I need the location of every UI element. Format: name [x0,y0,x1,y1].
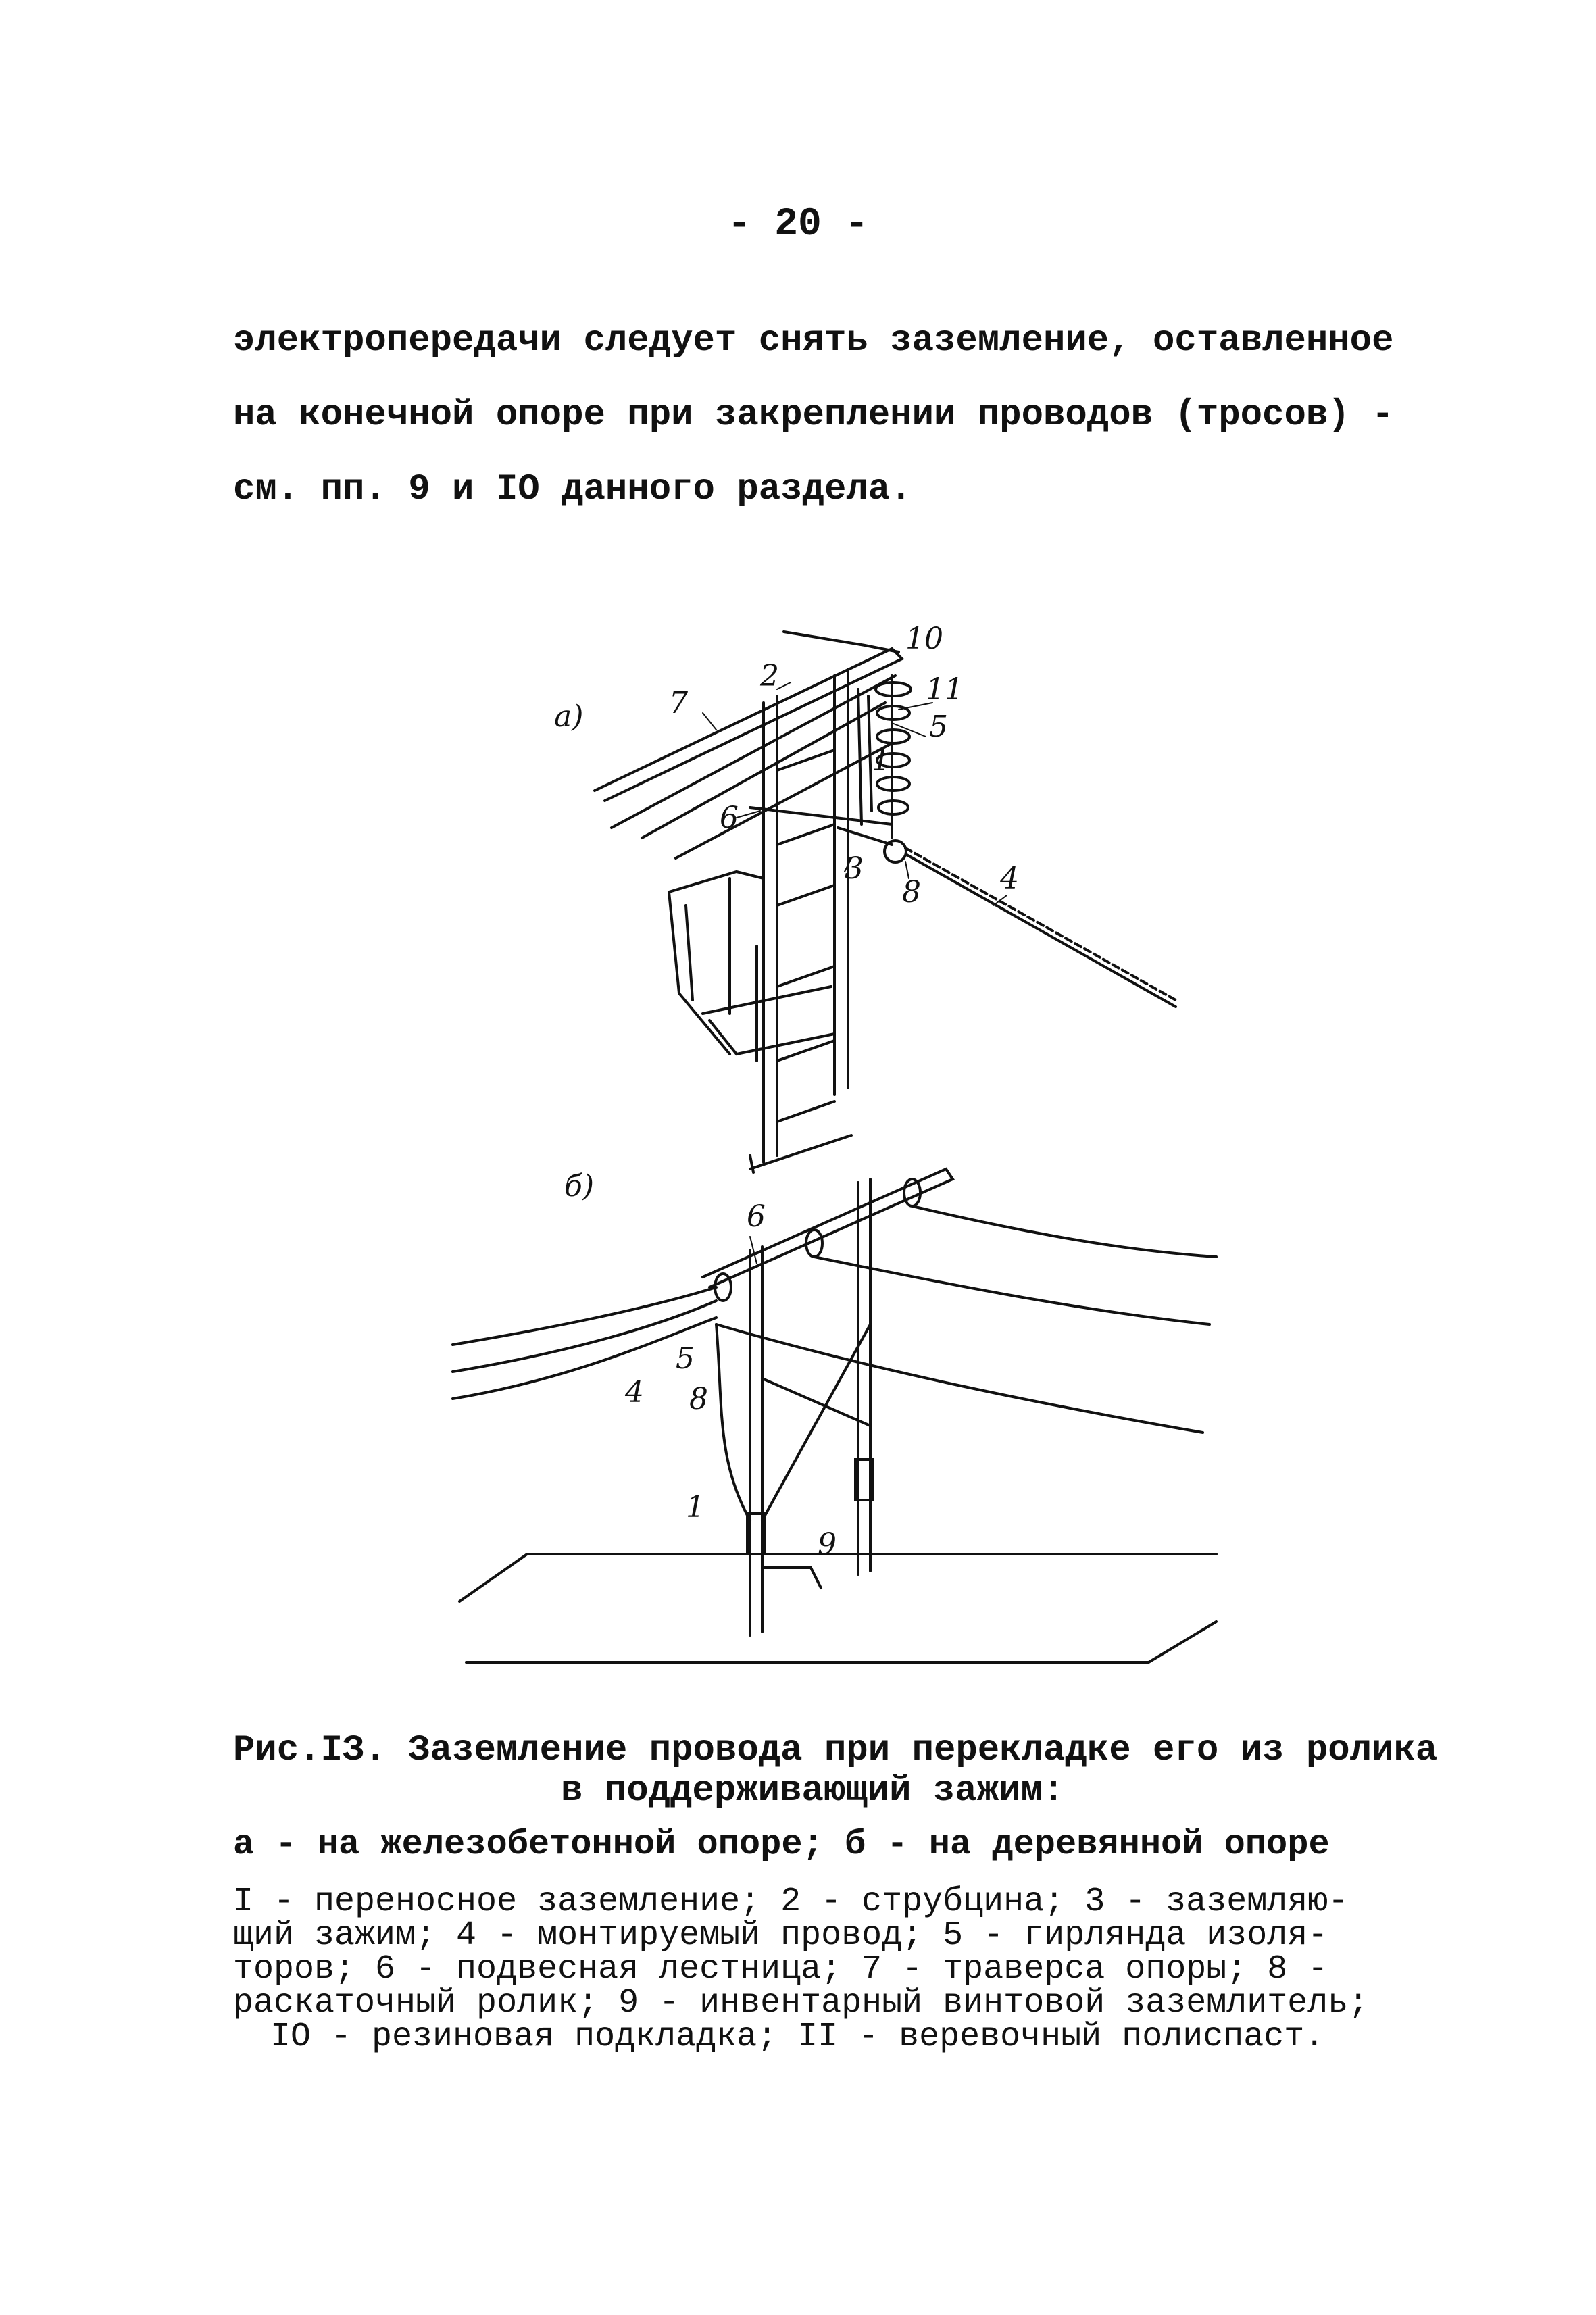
legend-line: IO - резиновая подкладка; II - веревочный полиспаст. [270,2018,1325,2056]
paragraph-line: см. пп. 9 и IO данного раздела. [233,469,912,510]
callout-b-6: 6 [747,1199,766,1234]
paragraph-line: электропередачи следует снять заземление, оставленное [233,320,1394,362]
legend-line: I - переносное заземление; 2 - струбцина; 3 - заземляю- [233,1883,1349,1921]
callout-a-8: 8 [902,875,921,910]
callout-a-7: 7 [669,686,688,720]
legend-line: торов; 6 - подвесная лестница; 7 - траверса опоры; 8 - [233,1950,1328,1989]
callout-a-11: 11 [926,672,964,707]
paragraph-line: на конечной опоре при закреплении проводов (тросов) - [233,395,1394,436]
panel-a-label: а) [554,699,584,734]
callout-b-9: 9 [818,1527,837,1562]
callout-b-4: 4 [625,1375,644,1410]
callout-b-5: 5 [676,1341,695,1376]
figure-13-drawing [0,595,1596,1716]
page-number: - 20 - [727,203,869,247]
figure-legend [233,1885,1368,2054]
callout-a-3: 3 [845,851,864,886]
callout-a-10: 10 [905,622,943,656]
callout-a-5: 5 [929,710,948,744]
figure-caption-subtitle: а - на железобетонной опоре; б - на деревянной опоре [233,1824,1330,1864]
callout-a-1: 1 [872,743,891,778]
panel-b-label: б) [564,1169,595,1203]
legend-line: щий зажим; 4 - монтируемый провод; 5 - гирлянда изоля- [233,1916,1328,1955]
figure-caption-title: Рис.IЗ. Заземление провода при перекладке его из ролика [233,1730,1438,1771]
panel-b-drawing [453,1169,1216,1662]
callout-b-8: 8 [689,1382,708,1416]
callout-a-4: 4 [1000,862,1019,896]
callout-a-2: 2 [760,659,779,693]
figure-caption-title-continued: в поддерживающий зажим: [561,1770,1065,1812]
body-paragraph [233,304,1395,527]
callout-b-1: 1 [686,1490,705,1524]
legend-line: раскаточный ролик; 9 - инвентарный винтовой заземлитель; [233,1984,1369,2022]
callout-a-6: 6 [720,801,739,835]
